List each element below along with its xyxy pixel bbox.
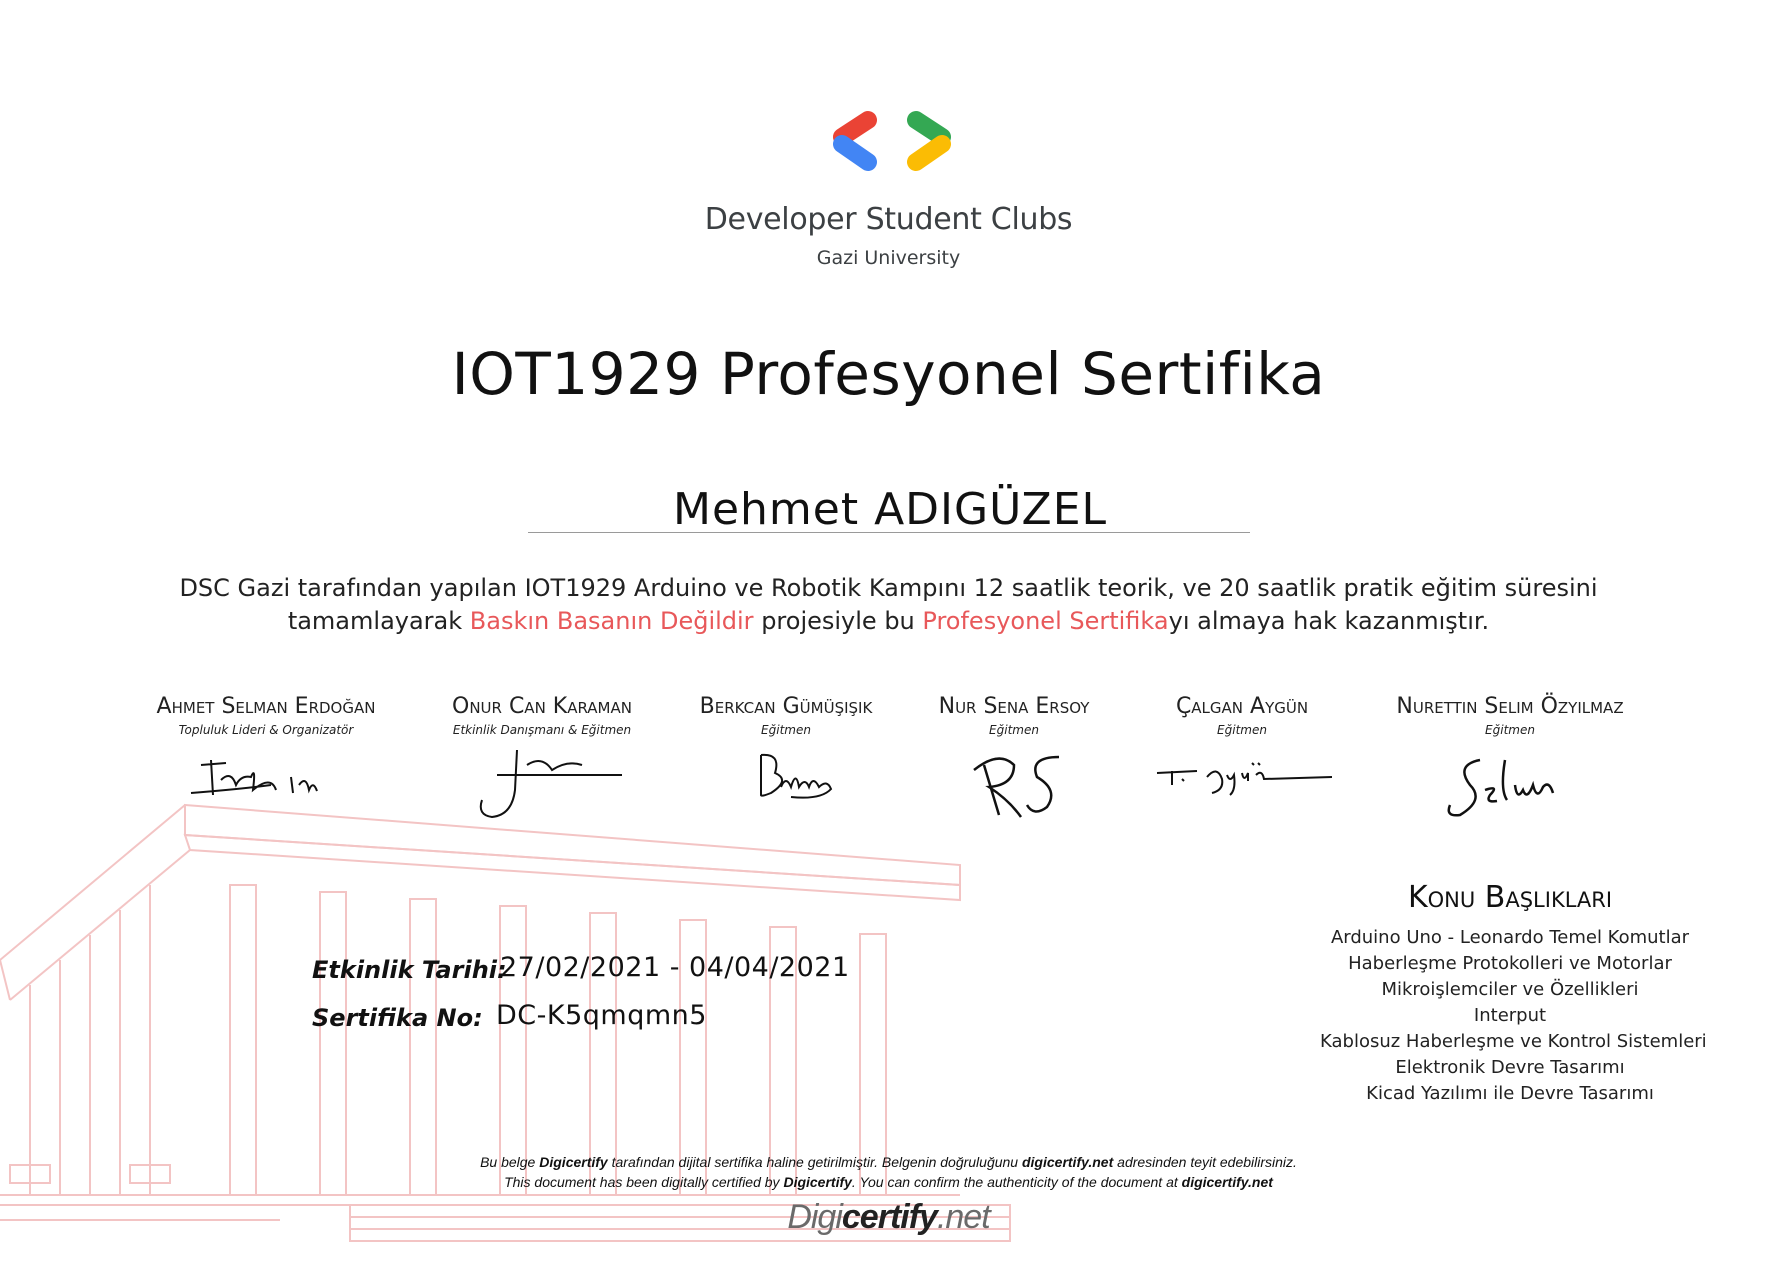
signatory-name: Nur Sena Ersoy (938, 694, 1090, 719)
certificate-type: Profesyonel Sertifika (922, 607, 1169, 635)
certificate-number-label: Sertifika No: (312, 1004, 483, 1032)
description-text: projesiyle bu (753, 607, 923, 635)
signature-image (701, 745, 871, 815)
project-name: Baskın Basanın Değildir (469, 607, 754, 635)
signatory-name: Onur Can Karaman (452, 694, 632, 719)
digicertify-logo (0, 1198, 1777, 1237)
topic-item: Mikroişlemciler ve Özellikleri (1381, 979, 1639, 1000)
recipient-underline (528, 532, 1250, 533)
event-date-label: Etkinlik Tarihi: (312, 956, 507, 984)
signatory-name: Çalgan Aygün (1175, 694, 1309, 719)
brand-part: certify (841, 1198, 937, 1236)
topic-item: Interput (1473, 1005, 1547, 1026)
footer-text: adresinden teyit edebilirsiniz. (1113, 1154, 1297, 1170)
signature-image (1425, 745, 1595, 825)
signatory-role: Eğitmen (1485, 723, 1535, 737)
brand-part: .net (936, 1198, 990, 1236)
topic-item: Kicad Yazılımı ile Devre Tasarımı (1366, 1083, 1654, 1104)
signatory-role: Eğitmen (761, 723, 811, 737)
footer-text: Bu belge (480, 1154, 540, 1170)
certificate-description (150, 572, 1627, 638)
signatory (894, 694, 1134, 825)
certificate-title: IOT1929 Profesyonel Sertifika (451, 340, 1326, 408)
topics-section (1320, 880, 1707, 1107)
footer-brand: Digicertify (783, 1174, 852, 1190)
signatory-role: Eğitmen (989, 723, 1039, 737)
signatory (1122, 694, 1362, 805)
topic-item: Kablosuz Haberleşme ve Kontrol Sistemleri (1320, 1031, 1707, 1052)
footer-english (0, 1174, 1777, 1190)
dsc-logo-icon (830, 108, 954, 174)
org-name: Developer Student Clubs (704, 202, 1073, 237)
footer-link[interactable]: digicertify.net (1181, 1174, 1273, 1190)
description-text: yı almaya hak kazanmıştır. (1168, 607, 1490, 635)
org-subtitle: Gazi University (816, 247, 961, 269)
signatory (146, 694, 386, 815)
footer-turkish (0, 1154, 1777, 1170)
signatory (422, 694, 662, 825)
brand-part: Digi (787, 1198, 842, 1236)
signatory-name: Berkcan Gümüşışık (699, 694, 873, 719)
signatory-role: Eğitmen (1217, 723, 1267, 737)
description-text: DSC Gazi tarafından yapılan IOT1929 Arduino ve Robotik Kampını 12 saatlik teorik, ve 20 saatlik pratik eğitim süresini tamamlayarak (179, 574, 1598, 635)
signature-image (929, 745, 1099, 825)
signature-image (1152, 745, 1332, 805)
topics-title: Konu Başlıkları (1407, 880, 1613, 915)
certificate-number-value: DC-K5qmqmn5 (496, 1000, 707, 1031)
recipient-name: Mehmet ADIGÜZEL (672, 484, 1108, 535)
signatory-name: Nurettin Selim Özyılmaz (1396, 694, 1624, 719)
footer-text: . You can confirm the authenticity of the document at (851, 1174, 1182, 1190)
signature-image (457, 745, 627, 825)
signatory (666, 694, 906, 815)
signatory-role: Topluluk Lideri & Organizatör (178, 723, 354, 737)
footer-text: This document has been digitally certified by (504, 1174, 784, 1190)
footer-text: tarafından dijital sertifika haline getirilmiştir. Belgenin doğruluğunu (607, 1154, 1022, 1170)
topic-item: Elektronik Devre Tasarımı (1395, 1057, 1625, 1078)
signature-image (181, 745, 351, 815)
topic-item: Haberleşme Protokolleri ve Motorlar (1348, 953, 1672, 974)
signatory-role: Etkinlik Danışmanı & Eğitmen (452, 723, 632, 737)
signatory (1390, 694, 1630, 825)
footer-brand: Digicertify (539, 1154, 608, 1170)
event-date-value: 27/02/2021 - 04/04/2021 (500, 952, 850, 983)
topic-item: Arduino Uno - Leonardo Temel Komutlar (1330, 927, 1690, 948)
footer-link[interactable]: digicertify.net (1021, 1154, 1114, 1170)
signatory-name: Ahmet Selman Erdoğan (156, 694, 376, 719)
